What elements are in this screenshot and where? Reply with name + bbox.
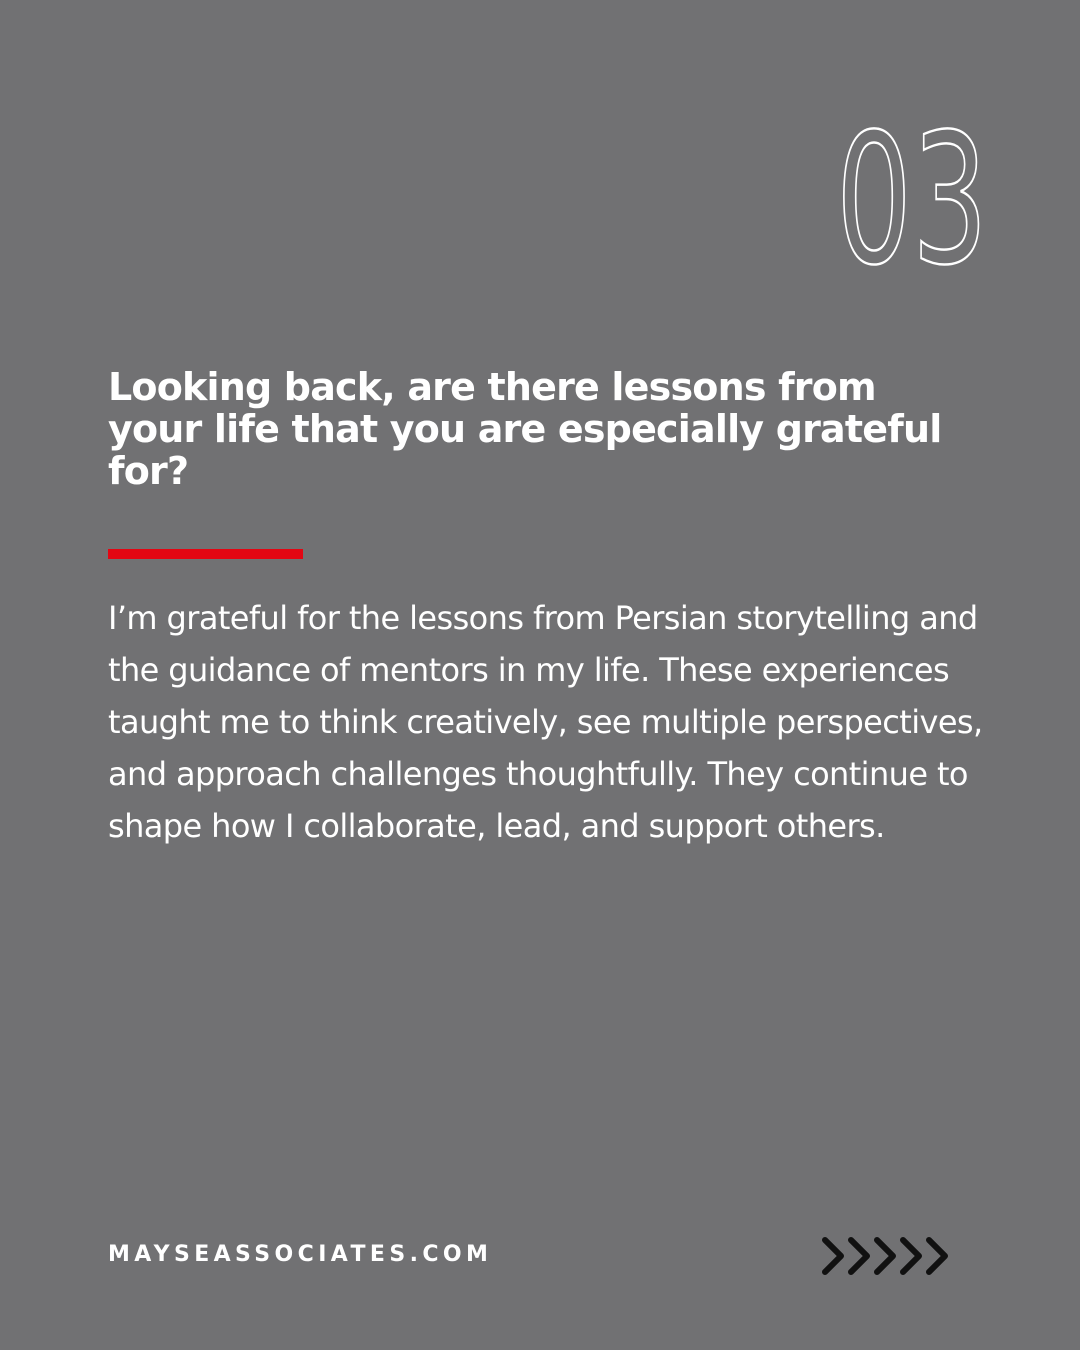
website-link[interactable]: MAYSEASSOCIATES.COM <box>108 1242 493 1267</box>
chevrons-right-icon[interactable] <box>820 1234 960 1278</box>
slide-number <box>832 96 992 305</box>
slide-number-text: 03 <box>836 96 988 305</box>
slide-number-outline <box>832 96 992 305</box>
answer-text: I’m grateful for the lessons from Persian storytelling and the guidance of mentors in my life. These experiences taught me to think creatively, see multiple perspectives, and approach challenges thoughtfully. They continue to shape how I collaborate, lead, and support others. <box>108 599 983 845</box>
accent-bar <box>108 549 303 559</box>
question-heading: Looking back, are there lessons from your life that you are especially grateful for? <box>108 365 942 493</box>
